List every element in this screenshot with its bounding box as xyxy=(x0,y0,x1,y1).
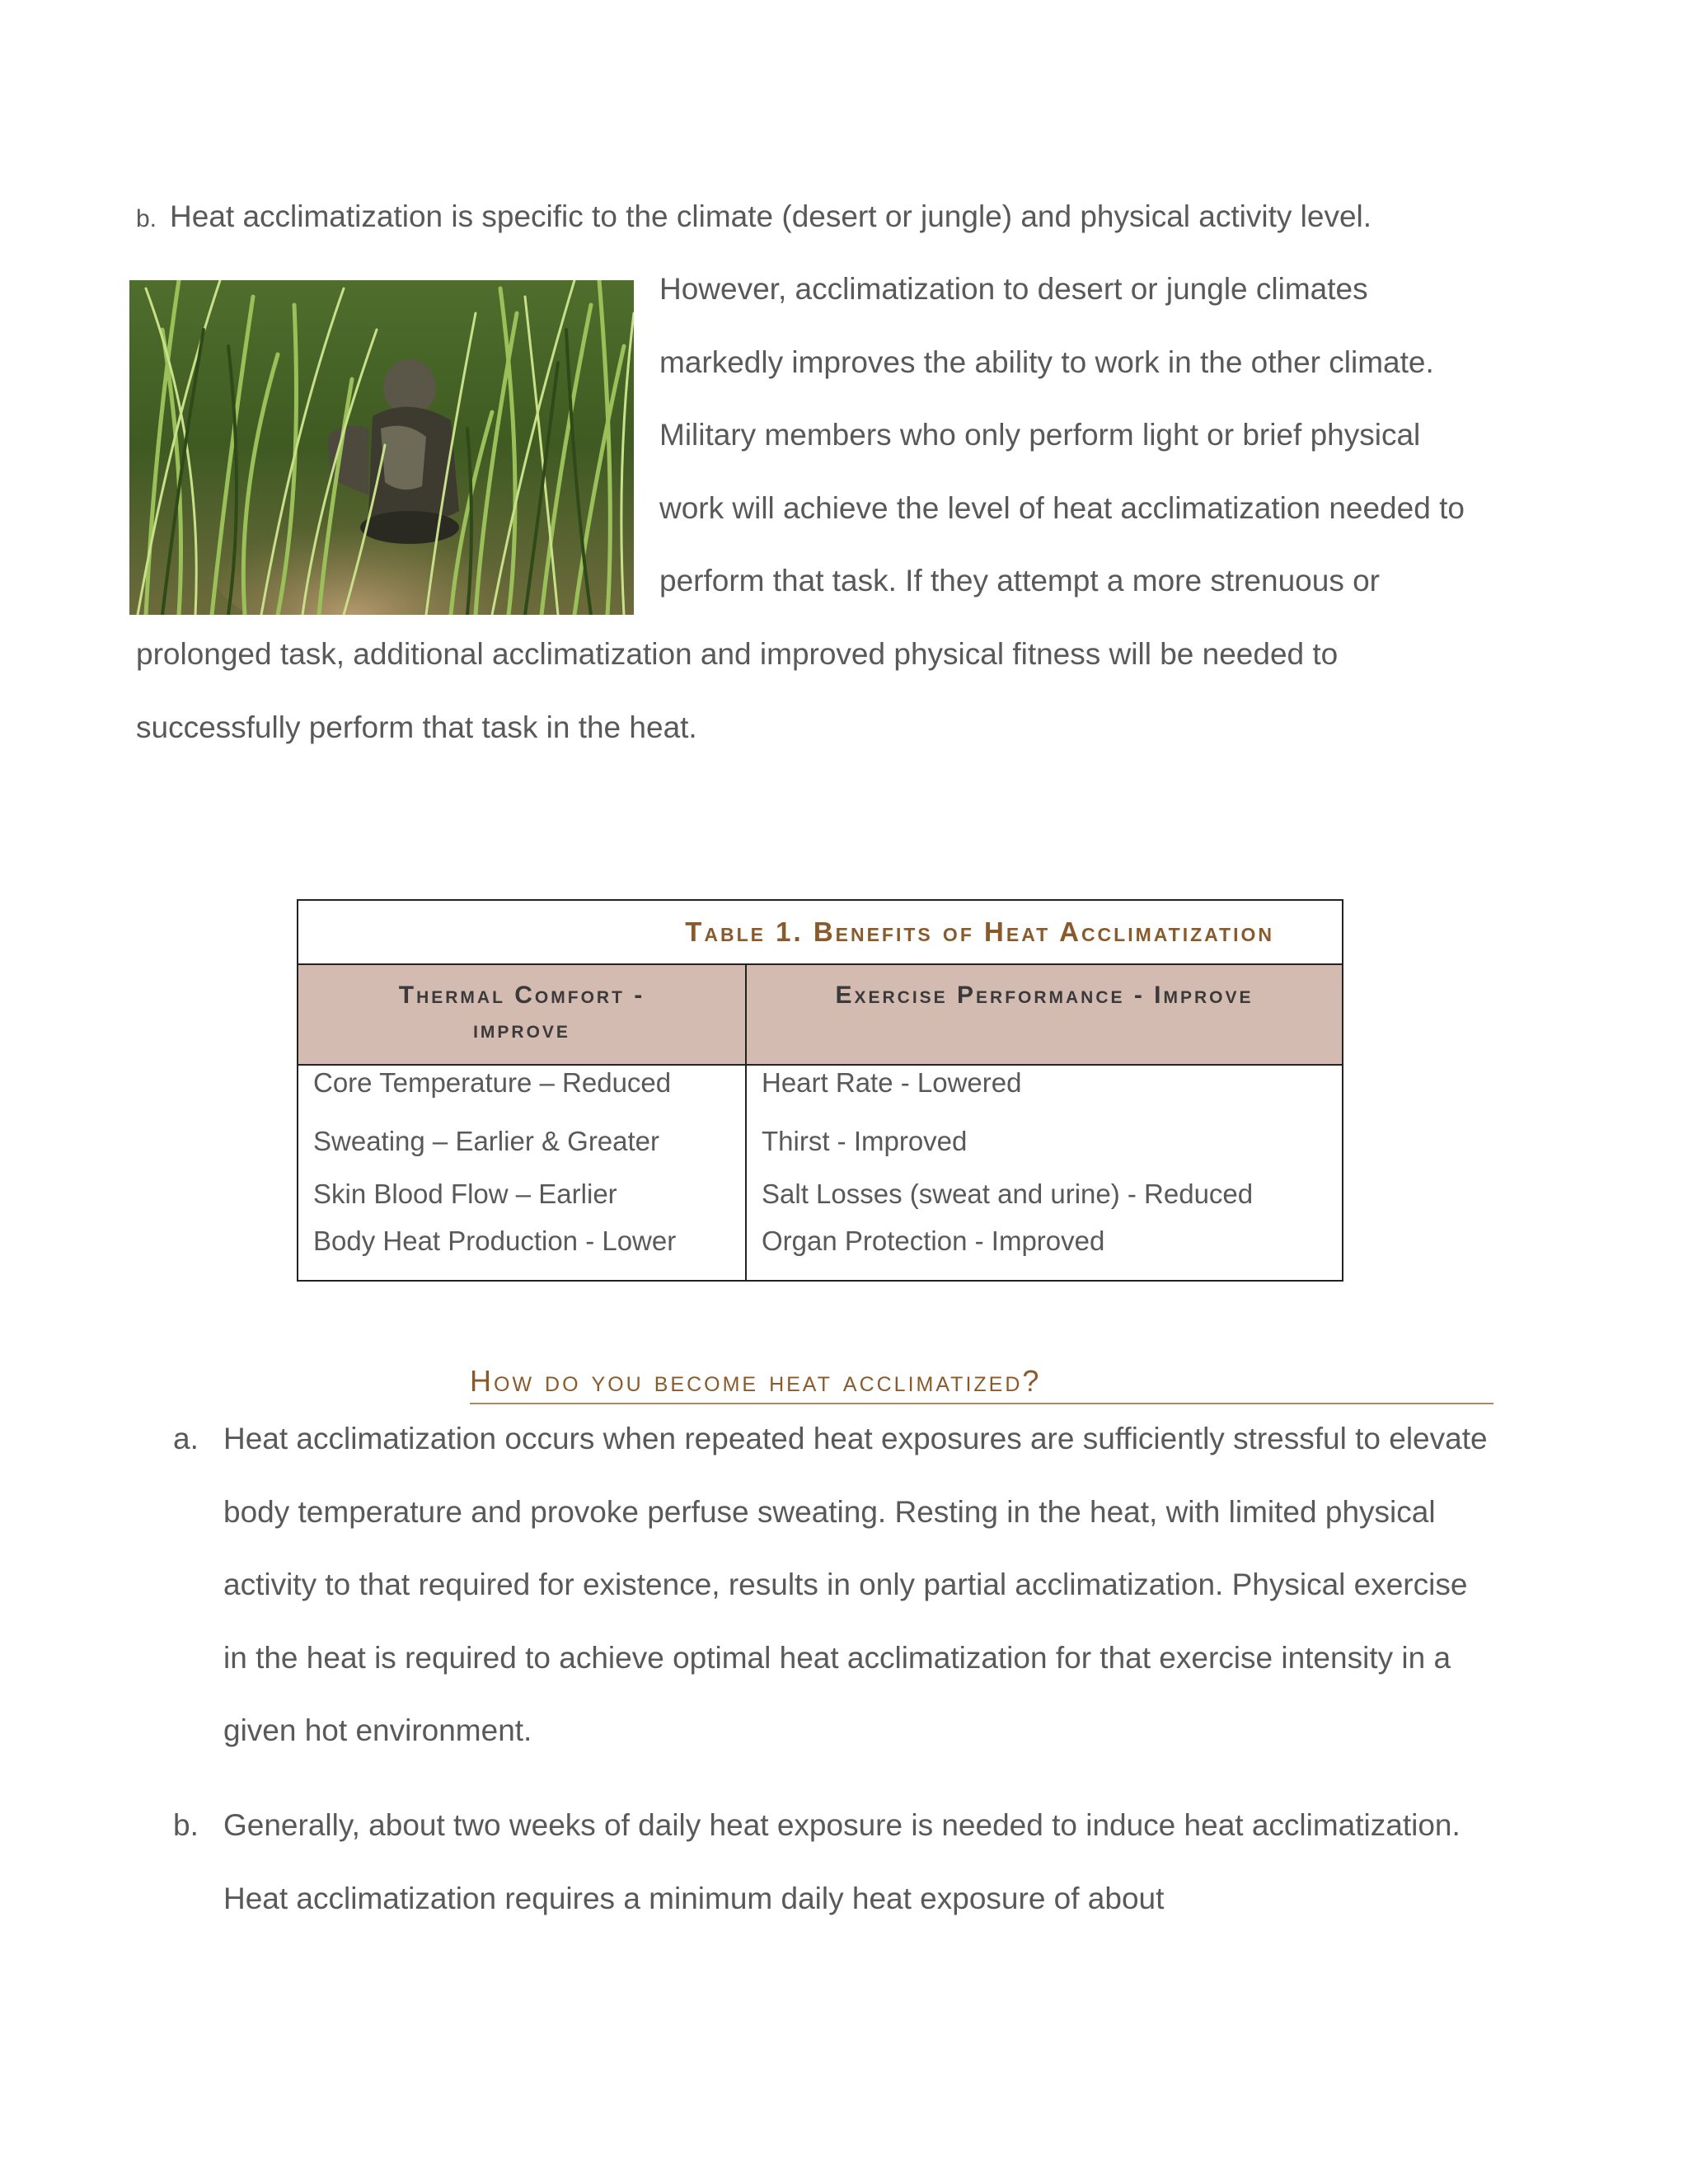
table-cell: Skin Blood Flow – Earlier xyxy=(298,1168,746,1221)
list-item xyxy=(173,1403,1492,1768)
section-heading: How do you become heat acclimatized? xyxy=(470,1361,1493,1404)
table-header-row xyxy=(298,964,1343,1065)
list-marker: a. xyxy=(173,1422,199,1455)
table-cell: Salt Losses (sweat and urine) - Reduced xyxy=(762,1179,1254,1209)
table-caption-row xyxy=(298,900,1343,964)
table-cell: Thirst - Improved xyxy=(762,1126,968,1156)
paragraph-text: However, acclimatization to desert or jungle climates markedly improves the ability to work in the other climate. Military members who only perform light or brief physical work will achieve the level of heat acclimatization needed to perform that task. If they attempt a more strenuous or xyxy=(659,272,1465,598)
table-caption: Table 1. Benefits of Heat Acclimatization xyxy=(685,916,1274,947)
section-b-continued-text xyxy=(136,618,1488,764)
list-marker: b. xyxy=(136,205,157,232)
soldier-jungle-photo xyxy=(129,280,634,615)
table-cell: Heart Rate - Lowered xyxy=(762,1067,1022,1098)
header-text: Thermal Comfort - improve xyxy=(398,982,645,1043)
table-header-thermal xyxy=(298,964,746,1065)
table-row xyxy=(298,1115,1343,1168)
benefits-table xyxy=(297,899,1343,1282)
table-cell: Core Temperature – Reduced xyxy=(298,1065,746,1115)
table-cell: Sweating – Earlier & Greater xyxy=(298,1115,746,1168)
paragraph-text: Heat acclimatization occurs when repeated heat exposures are sufficiently stressful to elevate body temperature and provoke perfuse sweating. Resting in the heat, with limited physical activity to that required for existence, results in only partial acclimatization. Physical exercise in the heat is required to achieve optimal heat acclimatization for that exercise intensity in a given hot environment. xyxy=(223,1422,1488,1747)
paragraph-text: prolonged task, additional acclimatization and improved physical fitness will be needed to successfully perform that task in the heat. xyxy=(136,637,1339,744)
section-b-wrapped-text xyxy=(659,253,1492,618)
table-row xyxy=(298,1065,1343,1115)
paragraph-text: Generally, about two weeks of daily heat exposure is needed to induce heat acclimatization. Heat acclimatization requires a minimum daily heat exposure of about xyxy=(223,1808,1461,1915)
table-cell: Body Heat Production - Lower xyxy=(298,1221,746,1281)
table-row xyxy=(298,1221,1343,1281)
table-row xyxy=(298,1168,1343,1221)
list-item xyxy=(173,1789,1492,1935)
list-marker: b. xyxy=(173,1808,199,1842)
table-header-exercise: Exercise Performance - Improve xyxy=(746,964,1343,1065)
paragraph-text: Heat acclimatization is specific to the climate (desert or jungle) and physical activity level. xyxy=(170,199,1372,233)
section-b-first-line xyxy=(136,180,1488,256)
table-cell: Organ Protection - Improved xyxy=(762,1226,1105,1256)
